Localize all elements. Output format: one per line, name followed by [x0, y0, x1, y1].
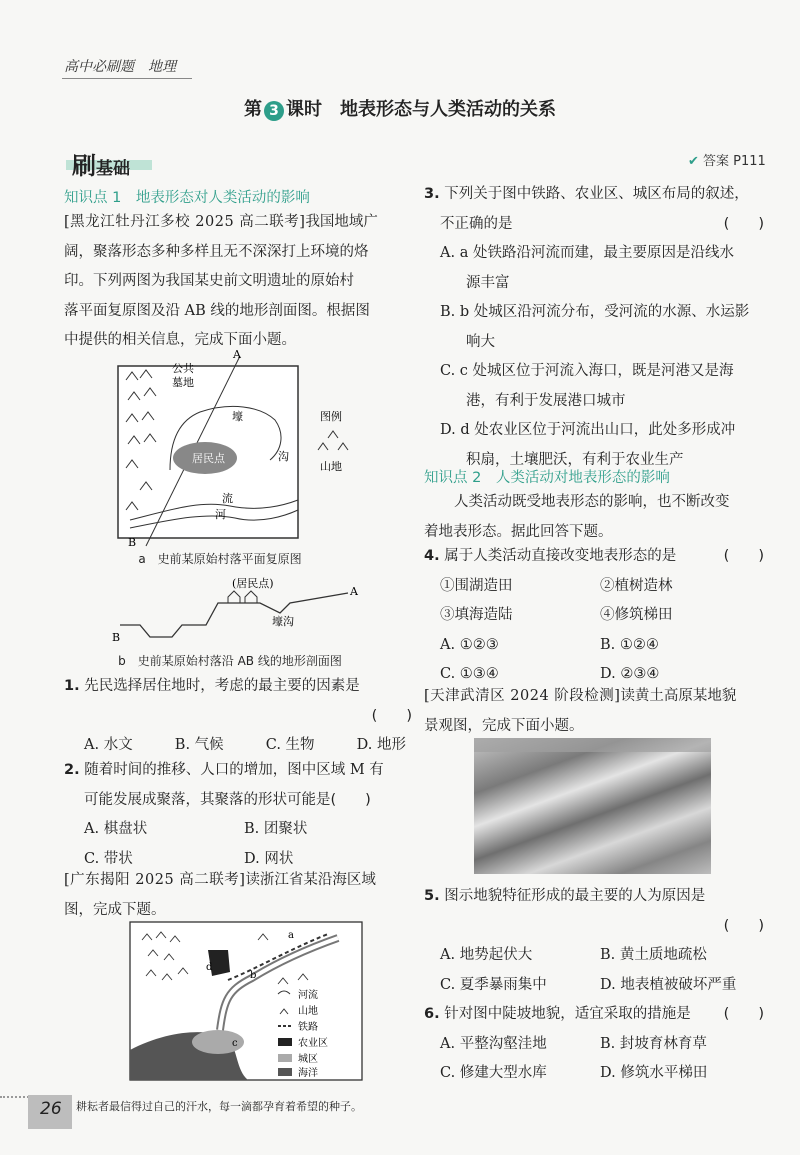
series-title: 高中必刷题 地理	[64, 59, 176, 75]
question-1: 1. 先民选择居住地时，考虑的最主要的因素是 ( ) A. 水文 B. 气候 C. 生物 D. 地形	[64, 678, 412, 753]
map-label-ditch: 壕	[232, 410, 243, 423]
legend-railway: 铁路	[298, 1022, 318, 1033]
legend-title: 图例	[320, 410, 342, 423]
question-5: 5. 图示地貌特征形成的最主要的人为原因是 ( ) A. 地势起伏大 B. 黄土质地疏松 C. 夏季暴雨集中 D. 地表植被破坏严重	[424, 888, 764, 993]
question-4: 4. 属于人类活动直接改变地表形态的是 ( ) ①围湖造田 ②植树造林 ③填海造陆 ④修筑梯田 A. ①②③ B. ①②④ C. ①③④ D. ②③④	[424, 548, 764, 682]
legend-urban: 城区	[298, 1054, 318, 1065]
question-2: 2. 随着时间的推移、人口的增加，图中区域 M 有 可能发展成聚落，其聚落的形状可能是( ) A. 棋盘状 B. 团聚状 C. 带状 D. 网状	[64, 762, 384, 867]
intro-2: [广东揭阳 2025 高二联考]读浙江省某沿海区域 图，完成下题。	[64, 872, 376, 918]
svg-text:流: 流	[222, 492, 233, 505]
coastal-region-map	[128, 920, 364, 1082]
question-6: 6. 针对图中陡坡地貌，适宜采取的措施是 ( ) A. 平整沟壑洼地 B. 封坡育林育草 C. 修建大型水库 D. 修筑水平梯田	[424, 1006, 764, 1081]
svg-text:c: c	[232, 1038, 238, 1049]
svg-text:沟: 沟	[278, 450, 289, 463]
svg-text:墓地: 墓地	[172, 376, 194, 389]
intro-3: 人类活动既受地表形态的影响，也不断改变 着地表形态。据此回答下题。	[424, 494, 730, 540]
profile-label-settlement: (居民点)	[232, 577, 274, 590]
legend-river: 河流	[298, 990, 318, 1001]
profile-label-ditch: 壕沟	[272, 615, 294, 628]
village-plan-map	[110, 350, 370, 575]
loess-plateau-photo	[474, 738, 711, 874]
map-label-B: B	[128, 536, 137, 549]
map-label-A: A	[233, 350, 241, 361]
answer-reference: ✔ 答案 P111	[688, 154, 766, 169]
question-3: 3. 下列关于图中铁路、农业区、城区布局的叙述， 不正确的是 ( ) A. a 处铁路沿河流而建，最主要原因是沿线水 源丰富 B. b 处城区沿河流分布，受河流的水源、水运影 响大 C. c 处城区位于河流入海口，既是河港又是海 港，有利于发展港口城市 D. d 处农业区位于河流出山口，此处多形成冲 积扇，土壤肥沃，有利于农业生产	[424, 186, 764, 468]
lesson-title: 第 3 课时 地表形态与人类活动的关系	[244, 99, 556, 120]
legend-ocean: 海洋	[298, 1068, 318, 1079]
knowledge-point-2: 知识点 2 人类活动对地表形态的影响	[424, 470, 670, 486]
knowledge-point-1: 知识点 1 地表形态对人类活动的影响	[64, 190, 310, 206]
legend-mountain: 山地	[298, 1006, 318, 1017]
map-b-caption: b 史前某原始村落沿 AB 线的地形剖面图	[118, 654, 342, 668]
svg-text:b: b	[250, 970, 257, 981]
mountain-icon	[318, 431, 348, 450]
svg-text:a: a	[288, 930, 294, 941]
intro-1: [黑龙江牡丹江多校 2025 高二联考]我国地域广 阔，聚落形态多种多样且无不深深打上环境的烙 印。下列两图为我国某史前文明遗址的原始村 落平面复原图及沿 AB 线的地形剖面图。根据图 中提供的相关信息，完成下面小题。	[64, 214, 378, 348]
header-rule	[62, 78, 192, 79]
legend-agriculture: 农业区	[298, 1038, 328, 1049]
intro-4: [天津武清区 2024 阶段检测]读黄土高原某地貌 景观图，完成下面小题。	[424, 688, 737, 734]
terrain-profile	[110, 575, 370, 645]
svg-text:B: B	[112, 631, 121, 644]
check-icon: ✔	[688, 154, 699, 169]
lesson-number-badge: 3	[264, 101, 284, 121]
map-label-settlement: 居民点	[192, 452, 225, 465]
svg-text:A: A	[350, 585, 358, 598]
map-a-caption: a 史前某原始村落平面复原图	[138, 552, 302, 566]
map-label-river: 河	[215, 508, 226, 521]
svg-text:d: d	[206, 962, 213, 973]
legend-mountain: 山地	[320, 460, 342, 473]
section-title: 刷基础	[72, 152, 130, 180]
map-label-cemetery: 公共	[172, 362, 194, 375]
page-number-badge: 26	[28, 1095, 72, 1129]
footer-motto: 耕耘者最信得过自己的汗水，每一滴都孕育着希望的种子。	[76, 1100, 362, 1113]
